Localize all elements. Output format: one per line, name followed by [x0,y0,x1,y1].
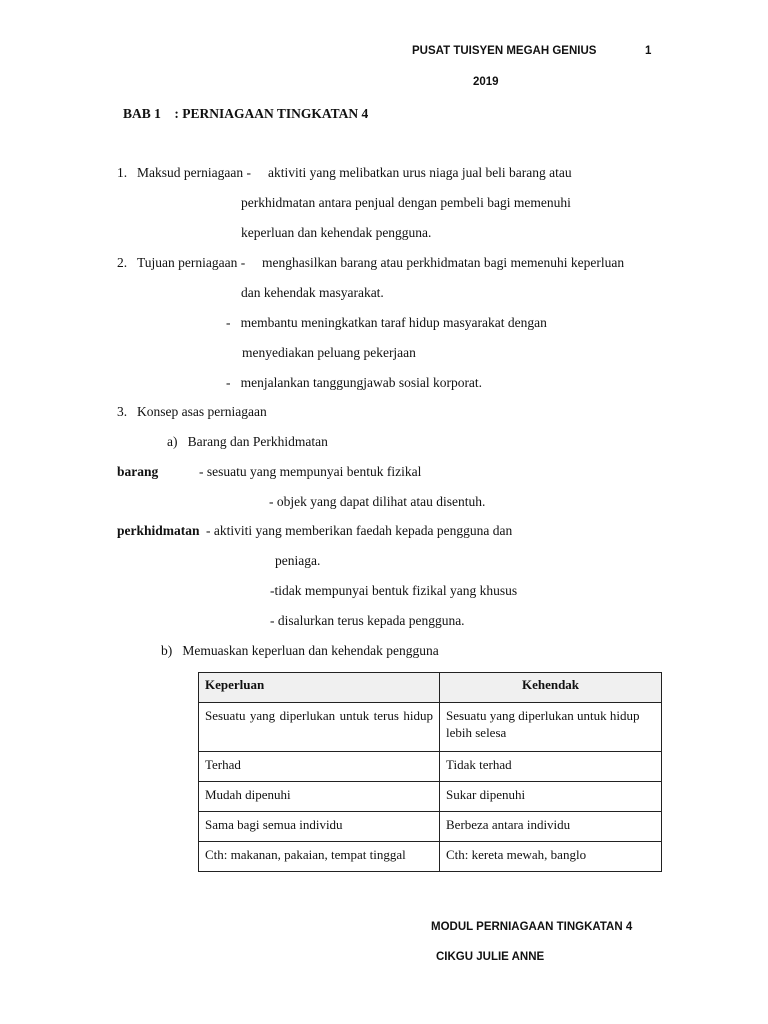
item2-line: dan kehendak masyarakat. [241,285,384,300]
item2-line: menyediakan peluang pekerjaan [242,345,416,360]
keperluan-kehendak-table [198,672,662,872]
table-row [199,703,662,752]
table-cell: Sesuatu yang diperlukan untuk hidup lebih selesa [440,703,662,752]
table-row [199,812,662,842]
table-cell: Terhad [199,752,440,782]
table-cell [199,703,440,752]
table-header-row [199,673,662,703]
table-cell: Berbeza antara individu [440,812,662,842]
item3-number: 3. [117,404,128,419]
header-year: 2019 [473,76,499,88]
item1-line: keperluan dan kehendak pengguna. [241,225,432,240]
perkhidmatan-line: -tidak mempunyai bentuk fizikal yang khusus [270,583,518,598]
table-row [199,782,662,812]
chapter-title: BAB 1 : PERNIAGAAN TINGKATAN 4 [123,106,369,121]
item2-line: menghasilkan barang atau perkhidmatan bagi memenuhi keperluan [262,255,625,270]
item2-bullet: - menjalankan tanggungjawab sosial korporat. [226,375,483,390]
table-cell: Sama bagi semua individu [199,812,440,842]
table-row [199,842,662,872]
perkhidmatan-line: - disalurkan terus kepada pengguna. [270,613,465,628]
table-header-kehendak: Kehendak [440,673,662,703]
item3-title: Konsep asas perniagaan [137,404,267,419]
perkhidmatan-line: peniaga. [275,553,321,568]
barang-line: - sesuatu yang mempunyai bentuk fizikal [199,464,422,479]
item1-number: 1. [117,165,128,180]
barang-line: - objek yang dapat dilihat atau disentuh. [269,494,486,509]
table-cell: Mudah dipenuhi [199,782,440,812]
header-org: PUSAT TUISYEN MEGAH GENIUS [412,45,597,57]
item2-number: 2. [117,255,128,270]
item2-term: Tujuan perniagaan - [137,255,246,270]
item1-line: perkhidmatan antara penjual dengan pembeli bagi memenuhi [241,195,571,210]
item2-bullet: - membantu meningkatkan taraf hidup masyarakat dengan [226,315,547,330]
item1-line: aktiviti yang melibatkan urus niaga jual beli barang atau [268,165,572,180]
table-cell: Tidak terhad [440,752,662,782]
table-row [199,752,662,782]
table-cell: Cth: makanan, pakaian, tempat tinggal [199,842,440,872]
sub-heading-a: a) Barang dan Perkhidmatan [167,434,328,449]
perkhidmatan-term: perkhidmatan [117,523,200,538]
table-header-keperluan: Keperluan [199,673,440,703]
footer-module: MODUL PERNIAGAAN TINGKATAN 4 [431,921,633,933]
page-number: 1 [645,45,652,57]
barang-term: barang [117,464,159,479]
table-cell: Sukar dipenuhi [440,782,662,812]
perkhidmatan-line: - aktiviti yang memberikan faedah kepada pengguna dan [206,523,513,538]
table-cell-text: Sesuatu yang diperlukan untuk terus hidup [205,708,433,723]
sub-heading-b: b) Memuaskan keperluan dan kehendak pengguna [161,643,439,658]
item1-term: Maksud perniagaan - [137,165,251,180]
footer-teacher: CIKGU JULIE ANNE [436,951,545,963]
table-cell: Cth: kereta mewah, banglo [440,842,662,872]
